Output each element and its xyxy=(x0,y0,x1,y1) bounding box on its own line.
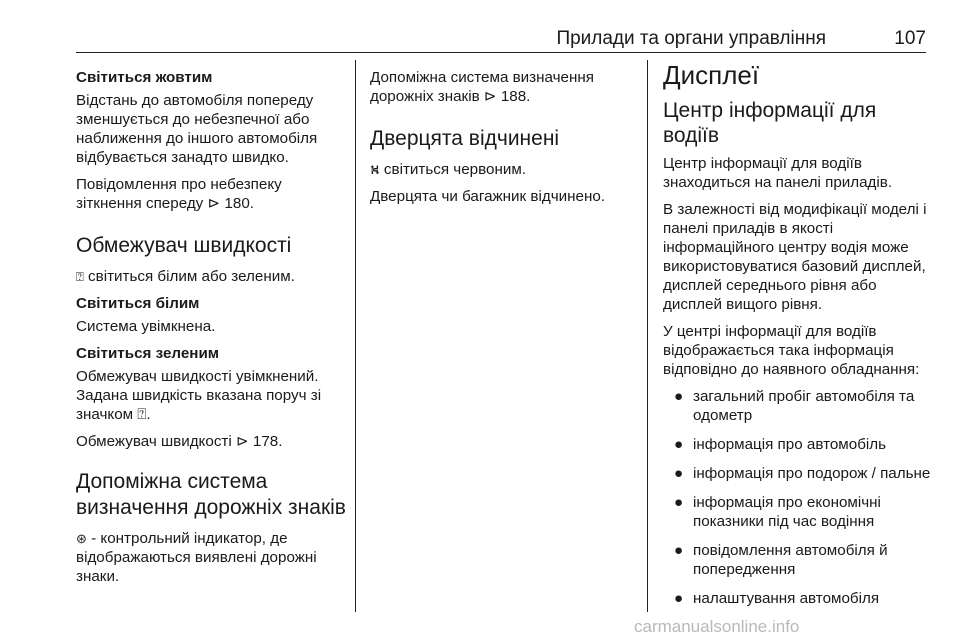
paragraph xyxy=(370,160,630,179)
list-item: ● інформація про економічні показники під час водіння xyxy=(674,494,881,530)
bullet-icon: ● xyxy=(674,494,684,511)
column-2 xyxy=(370,60,630,214)
page-header xyxy=(76,24,926,50)
paragraph-with-reference: Обмежувач швидкості ⊳ 178. xyxy=(76,433,283,450)
column-divider xyxy=(355,60,356,612)
heading-door-open: Дверцята відчинені xyxy=(370,127,560,150)
list-item: ● загальний пробіг автомобіля та одометр xyxy=(674,388,915,424)
paragraph: Обмежувач швидкості увімкнений. Задана швидкість вказана поруч зі значком ⍰. xyxy=(76,368,322,423)
list-item: ● інформація про подорож / пальне xyxy=(674,465,931,482)
paragraph: Дверцята чи багажник відчинено. xyxy=(370,188,605,205)
bullet-icon: ● xyxy=(674,465,684,482)
speed-limiter-icon: ⍰ xyxy=(76,269,84,284)
watermark: carmanualsonline.info xyxy=(634,617,800,636)
paragraph xyxy=(76,267,346,286)
paragraph-text: світиться червоним. xyxy=(379,161,526,178)
column-1 xyxy=(76,60,346,594)
paragraph xyxy=(76,529,346,586)
paragraph: У центрі інформації для водіїв відображається така інформація відповідно до наявного обладнання: xyxy=(663,323,920,378)
bullet-icon: ● xyxy=(674,542,684,559)
heading-displays: Дисплеї xyxy=(663,60,760,90)
header-rule xyxy=(76,52,926,53)
bullet-icon: ● xyxy=(674,436,684,453)
paragraph-text: світиться білим або зеленим. xyxy=(83,268,295,285)
paragraph: В залежності від модифікації моделі і панелі приладів в якості інформаційного центру водія може використовуватися базовий дисплей, дисплей середнього рівня або дисплей вищого рівня. xyxy=(663,201,927,313)
heading-speed-limiter: Обмежувач швидкості xyxy=(76,234,292,257)
traffic-sign-icon: ⊛ xyxy=(76,531,87,546)
running-title: Прилади та органи управління xyxy=(556,28,826,49)
paragraph: Система увімкнена. xyxy=(76,318,216,335)
paragraph-text: - контрольний індикатор, де відображаються виявлені дорожні знаки. xyxy=(76,530,317,585)
paragraph-with-reference: Допоміжна система визначення дорожніх знаків ⊳ 188. xyxy=(370,69,594,105)
door-open-icon: ⛕ xyxy=(370,162,380,177)
paragraph: Центр інформації для водіїв знаходиться на панелі приладів. xyxy=(663,155,893,191)
list-item: ● налаштування автомобіля xyxy=(674,590,880,607)
bullet-icon: ● xyxy=(674,590,684,607)
info-list xyxy=(663,387,931,608)
column-3 xyxy=(663,60,931,618)
list-item: ● повідомлення автомобіля й попередження xyxy=(674,542,888,578)
bullet-icon: ● xyxy=(674,388,684,405)
heading-lights-green: Світиться зеленим xyxy=(76,345,220,362)
page-number: 107 xyxy=(894,28,926,49)
heading-lights-white: Світиться білим xyxy=(76,295,200,312)
column-divider xyxy=(647,60,648,612)
heading-driver-info-centre: Центр інформації для водіїв xyxy=(663,99,877,147)
paragraph-with-reference: Повідомлення про небезпеку зіткнення спереду ⊳ 180. xyxy=(76,176,282,212)
list-item: ● інформація про автомобіль xyxy=(674,436,887,453)
heading-traffic-sign-assist: Допоміжна система визначення дорожніх знаків xyxy=(76,470,346,519)
paragraph: Відстань до автомобіля попереду зменшується до небезпечної або наближення до іншого автомобіля відбувається занадто швидко. xyxy=(76,92,318,166)
heading-lights-yellow: Світиться жовтим xyxy=(76,69,213,86)
